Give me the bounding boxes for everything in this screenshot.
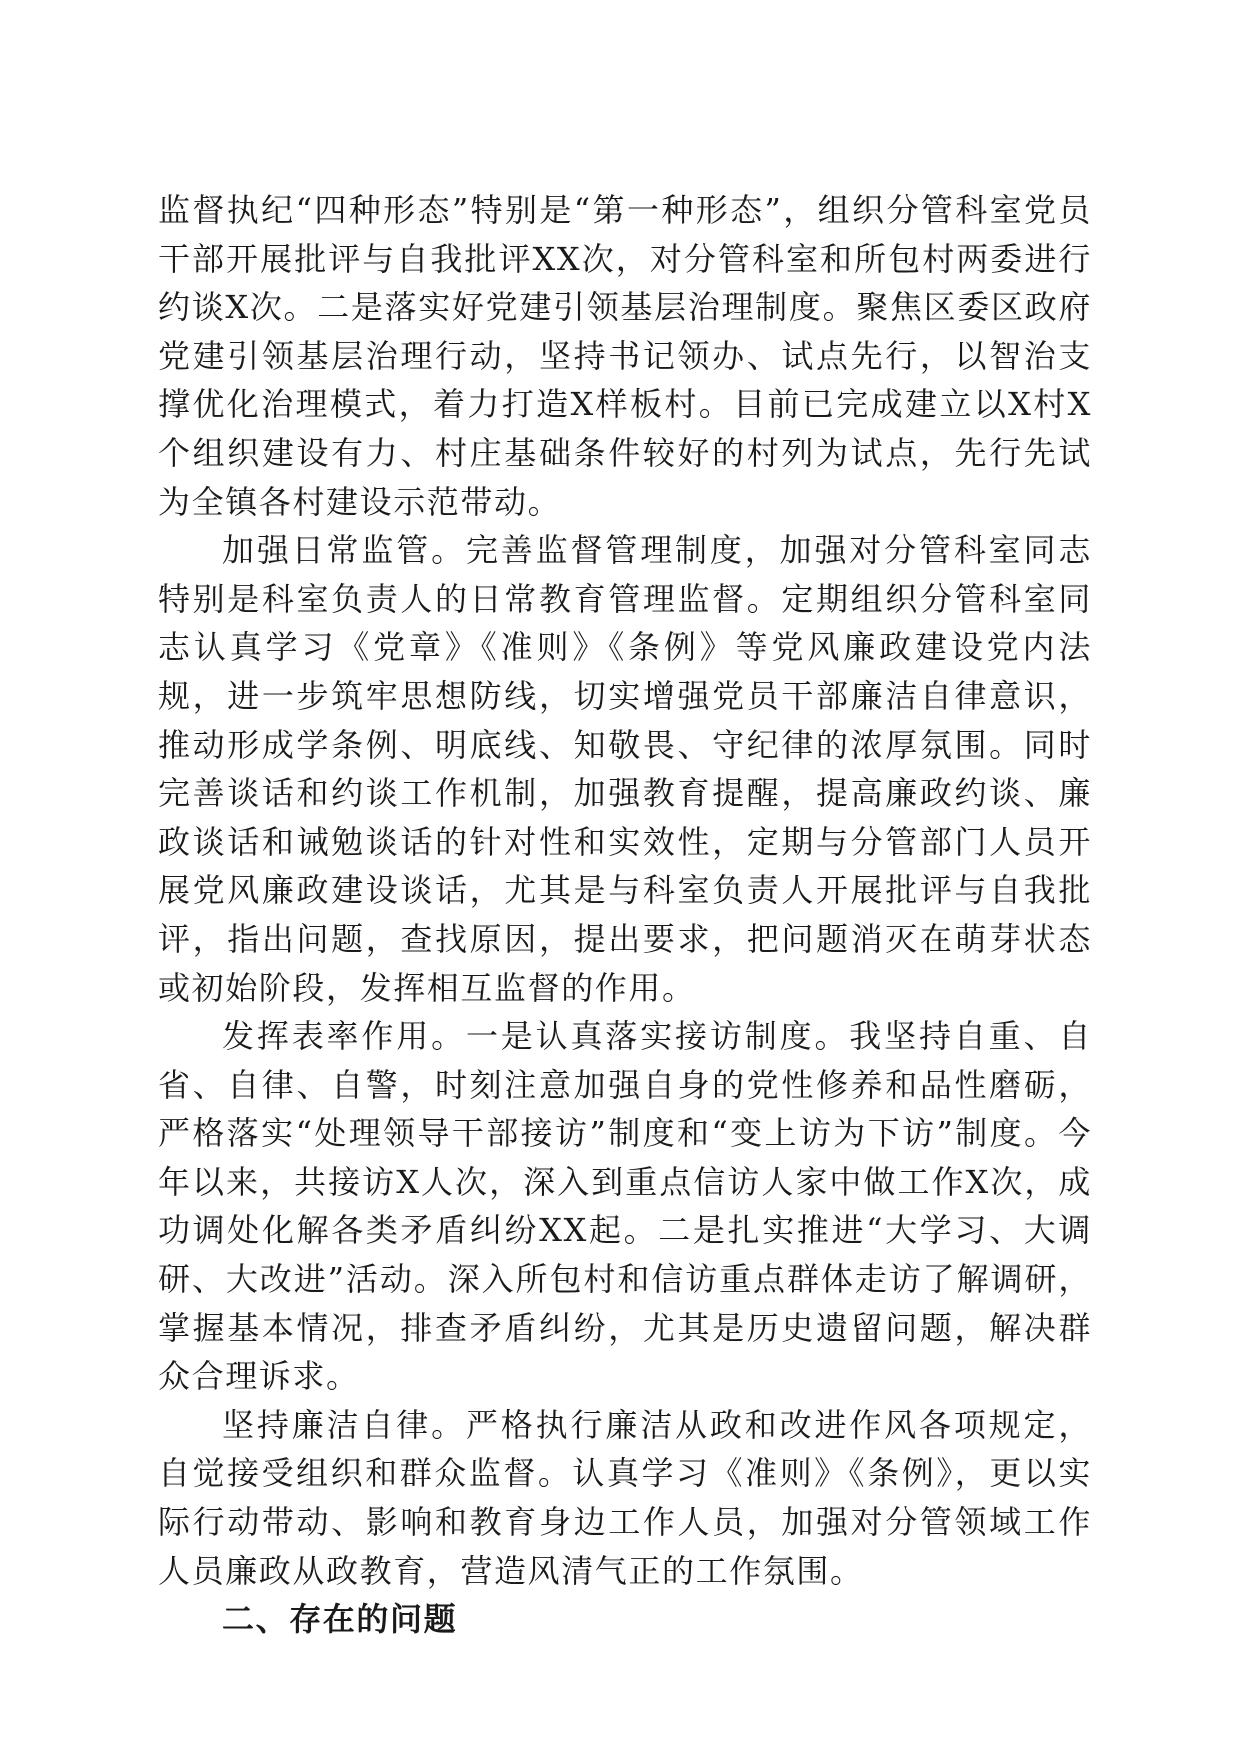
paragraph-continued: 监督执纪“四种形态”特别是“第一种形态”，组织分管科室党员干部开展批评与自我批评XX次，对分管科室和所包村两委进行约谈X次。二是落实好党建引领基层治理制度。聚焦区委区政府党建引领基层治理行动，坚持书记领办、试点先行，以智治支撑优化治理模式，着力打造X样板村。目前已完成建立以X村X个组织建设有力、村庄基础条件较好的村列为试点，先行先试为全镇各村建设示范带动。	[158, 191, 1092, 521]
paragraph-daily-supervision: 加强日常监管。完善监督管理制度，加强对分管科室同志特别是科室负责人的日常教育管理监督。定期组织分管科室同志认真学习《党章》《准则》《条例》等党风廉政建设党内法规，进一步筑牢思想防线，切实增强党员干部廉洁自律意识，推动形成学条例、明底线、知敬畏、守纪律的浓厚氛围。同时完善谈话和约谈工作机制，加强教育提醒，提高廉政约谈、廉政谈话和诫勉谈话的针对性和实效性，定期与分管部门人员开展党风廉政建设谈话，尤其是与科室负责人开展批评与自我批评，指出问题，查找原因，提出要求，把问题消灭在萌芽状态或初始阶段，发挥相互监督的作用。	[158, 531, 1092, 1007]
paragraph-integrity-self-discipline: 坚持廉洁自律。严格执行廉洁从政和改进作风各项规定，自觉接受组织和群众监督。认真学习《准则》《条例》，更以实际行动带动、影响和教育身边工作人员，加强对分管领域工作人员廉政从政教育，营造风清气正的工作氛围。	[158, 1405, 1092, 1590]
section-heading: 二、存在的问题	[222, 1600, 458, 1639]
paragraph-exemplary-role: 发挥表率作用。一是认真落实接访制度。我坚持自重、自省、自律、自警，时刻注意加强自身的党性修养和品性磨砺，严格落实“处理领导干部接访”制度和“变上访为下访”制度。今年以来，共接访X人次，深入到重点信访人家中做工作X次，成功调处化解各类矛盾纠纷XX起。二是扎实推进“大学习、大调研、大改进”活动。深入所包村和信访重点群体走访了解调研，掌握基本情况，排查矛盾纠纷，尤其是历史遗留问题，解决群众合理诉求。	[158, 1017, 1092, 1396]
document-body	[158, 186, 1092, 1644]
